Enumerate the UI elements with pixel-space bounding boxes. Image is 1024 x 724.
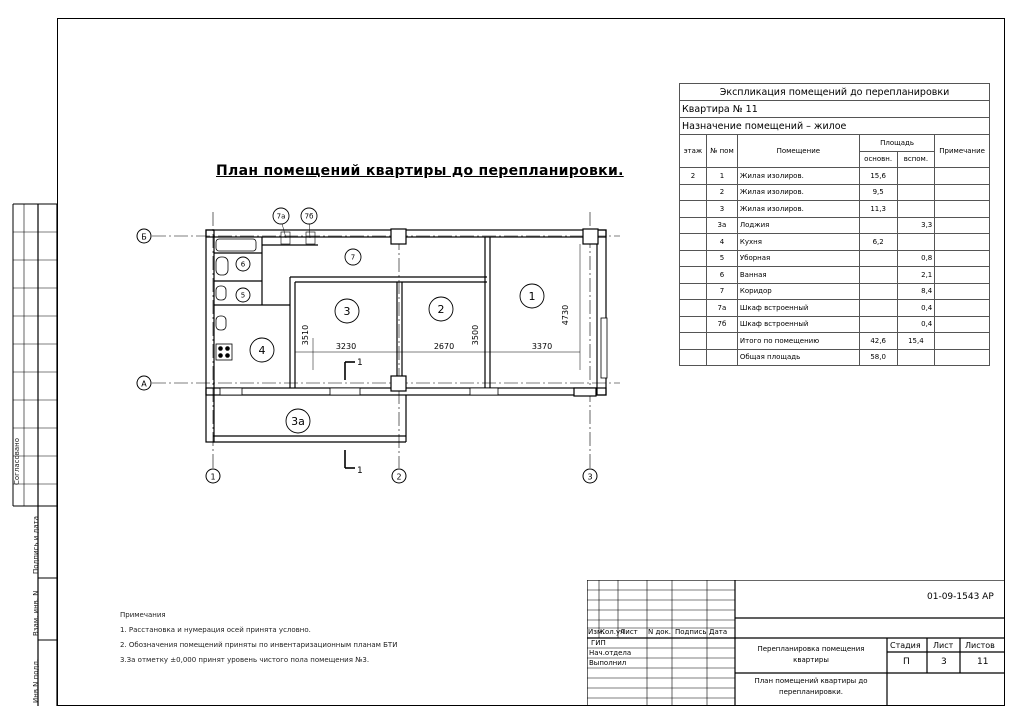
cell-floor [680,250,707,267]
axis-label-a: А [141,379,147,389]
cell-note [935,234,990,251]
cell-note [935,217,990,234]
column [574,388,596,396]
stove [216,344,232,360]
explication-apartment: Квартира № 11 [680,101,990,118]
cell-room: Шкаф встроенный [737,300,859,317]
overall-value: 58,0 [859,349,897,366]
tb-code: 01-09-1543 АР [927,592,994,602]
cell-aux: 2,1 [897,267,935,284]
room-label-7a: 7а [276,212,286,221]
stamp-agreed: Согласовано [13,437,21,485]
note-2: 2. Обозначения помещений приняты по инвентаризационным планам БТИ [120,641,398,649]
cell-room: Лоджия [737,217,859,234]
overall-label: Общая площадь [737,349,859,366]
cell-floor [680,283,707,300]
cell-aux [897,184,935,201]
axis-label-1: 1 [210,472,216,482]
table-row [680,283,990,300]
cell-aux: 8,4 [897,283,935,300]
section-mark-bottom: 1 [357,466,363,476]
room-label-4: 4 [258,344,266,357]
hdr-floor: этаж [680,135,707,168]
table-row [680,250,990,267]
explication-purpose: Назначение помещений – жилое [680,118,990,135]
cell-num: 7б [706,316,737,333]
explication-title: Экспликация помещений до перепланировки [680,84,990,101]
cell-num: 6 [706,267,737,284]
total-row [680,333,990,350]
room-label-2: 2 [437,303,445,316]
notes-title: Примечания [120,611,166,619]
cell-aux [897,201,935,218]
room-label-7: 7 [350,253,356,262]
dim-3230: 3230 [335,342,357,351]
cell-main: 6,2 [859,234,897,251]
room-label-3: 3 [343,305,351,318]
axis-marker-b [137,229,151,243]
table-row [680,168,990,185]
cell-room: Коридор [737,283,859,300]
cell-floor [680,201,707,218]
cell-main [859,250,897,267]
hdr-room: Помещение [737,135,859,168]
section-mark-top: 1 [357,358,363,368]
cell-num: 3а [706,217,737,234]
wardrobe-7b [306,232,315,244]
cell-floor [680,300,707,317]
wardrobe-7a [281,232,290,244]
cell-num: 7а [706,300,737,317]
cell-note [935,283,990,300]
cell-aux: 3,3 [897,217,935,234]
cell-room: Ванная [737,267,859,284]
tb-project: Перепланировка помещения квартиры [757,645,865,664]
tb-sheet-title: План помещений квартиры до перепланировки. [754,677,868,696]
tb-col-date: Дата [709,628,728,636]
table-row [680,234,990,251]
axis-marker-2 [392,469,406,483]
cell-floor [680,184,707,201]
table-row [680,201,990,218]
cell-room: Жилая изолиров. [737,184,859,201]
column [391,376,406,391]
title-block [587,580,1005,706]
cell-main [859,283,897,300]
cell-note [935,267,990,284]
cell-num: 3 [706,201,737,218]
axis-marker-1 [206,469,220,483]
room-label-5: 5 [240,291,246,300]
cell-note [935,316,990,333]
column [583,229,598,244]
tb-role-head: Нач.отдела [589,649,632,657]
washbasin [216,257,228,275]
dim-3500: 3500 [471,324,480,346]
cell-aux [897,234,935,251]
explication-table [679,83,990,366]
note-1: 1. Расстановка и нумерация осей принята условно. [120,626,311,634]
tb-sheets: 11 [977,657,989,667]
axis-label-2: 2 [396,472,402,482]
room-label-7b: 7б [304,212,314,221]
axis-label-b: Б [141,232,147,242]
cell-floor [680,217,707,234]
cell-note [935,184,990,201]
total-main: 42,6 [859,333,897,350]
dim-4730: 4730 [561,304,570,326]
cell-main: 11,3 [859,201,897,218]
cell-aux [897,168,935,185]
table-row [680,300,990,317]
table-row [680,267,990,284]
tb-role-gip: ГИП [591,639,606,647]
cell-empty [680,333,707,350]
total-label: Итого по помещению [737,333,859,350]
room-label-3a: 3а [291,415,305,428]
window [601,318,607,378]
cell-floor [680,316,707,333]
cell-note [935,250,990,267]
table-row [680,316,990,333]
hdr-aux: вспом. [897,151,935,168]
cell-aux: 0,4 [897,316,935,333]
cell-floor [680,234,707,251]
window [220,388,242,395]
tb-col-list: Лист [620,628,638,636]
cell-note [935,201,990,218]
bathtub [216,239,256,251]
sink [216,316,226,330]
cell-note [935,349,990,366]
cell-num: 1 [706,168,737,185]
cell-num: 5 [706,250,737,267]
hdr-note: Примечание [935,135,990,168]
tb-col-sign: Подпись [675,628,707,636]
cell-main: 9,5 [859,184,897,201]
cell-floor: 2 [680,168,707,185]
tb-col-izm: Изм. [588,628,605,636]
cell-main [859,300,897,317]
hdr-num: № пом [706,135,737,168]
tb-col-kol: Кол.уч [600,628,625,636]
cell-note [935,168,990,185]
cell-note [935,300,990,317]
cell-num: 4 [706,234,737,251]
tb-stage-label: Стадия [890,641,921,650]
cell-aux: 0,8 [897,250,935,267]
tb-sheet-label: Лист [933,641,954,650]
cell-main [859,316,897,333]
hdr-main: основн. [859,151,897,168]
toilet [216,286,226,300]
overall-row [680,349,990,366]
stamp-inv-replace: Взам. инв. N [32,590,40,636]
cell-aux: 0,4 [897,300,935,317]
notes [120,608,397,668]
table-row [680,217,990,234]
dim-3510: 3510 [301,324,310,346]
tb-sheet: 3 [941,657,947,667]
cell-room: Шкаф встроенный [737,316,859,333]
cell-empty [706,333,737,350]
axis-marker-3 [583,469,597,483]
axis-label-3: 3 [587,472,593,482]
hdr-area: Площадь [859,135,935,152]
total-aux: 15,4 [897,333,935,350]
tb-sheets-label: Листов [965,641,995,650]
tb-stage: П [903,657,910,667]
plan-title: План помещений квартиры до перепланировки. [216,163,624,179]
cell-num: 2 [706,184,737,201]
stamp-inv-orig: Инв.N подл. [32,658,40,703]
cell-note [935,333,990,350]
cell-main [859,217,897,234]
table-row [680,184,990,201]
axis-marker-a [137,376,151,390]
cell-room: Жилая изолиров. [737,201,859,218]
cell-empty [897,349,935,366]
column [391,229,406,244]
tb-col-ndok: N док. [648,628,672,636]
cell-room: Уборная [737,250,859,267]
tb-role-done: Выполнил [589,659,627,667]
cell-room: Кухня [737,234,859,251]
cell-empty [706,349,737,366]
cell-main [859,267,897,284]
stamp-sign-date: Подпись и дата [32,516,40,574]
room-label-6: 6 [240,260,246,269]
cell-floor [680,267,707,284]
dim-2670: 2670 [433,342,455,351]
room-label-1: 1 [528,290,536,303]
cell-main: 15,6 [859,168,897,185]
cell-room: Жилая изолиров. [737,168,859,185]
dim-3370: 3370 [531,342,553,351]
note-3: 3.За отметку ±0,000 принят уровень чистого пола помещения №3. [120,656,370,664]
cell-num: 7 [706,283,737,300]
window [470,388,498,395]
cell-empty [680,349,707,366]
window [330,388,360,395]
explication-rows [680,168,990,366]
